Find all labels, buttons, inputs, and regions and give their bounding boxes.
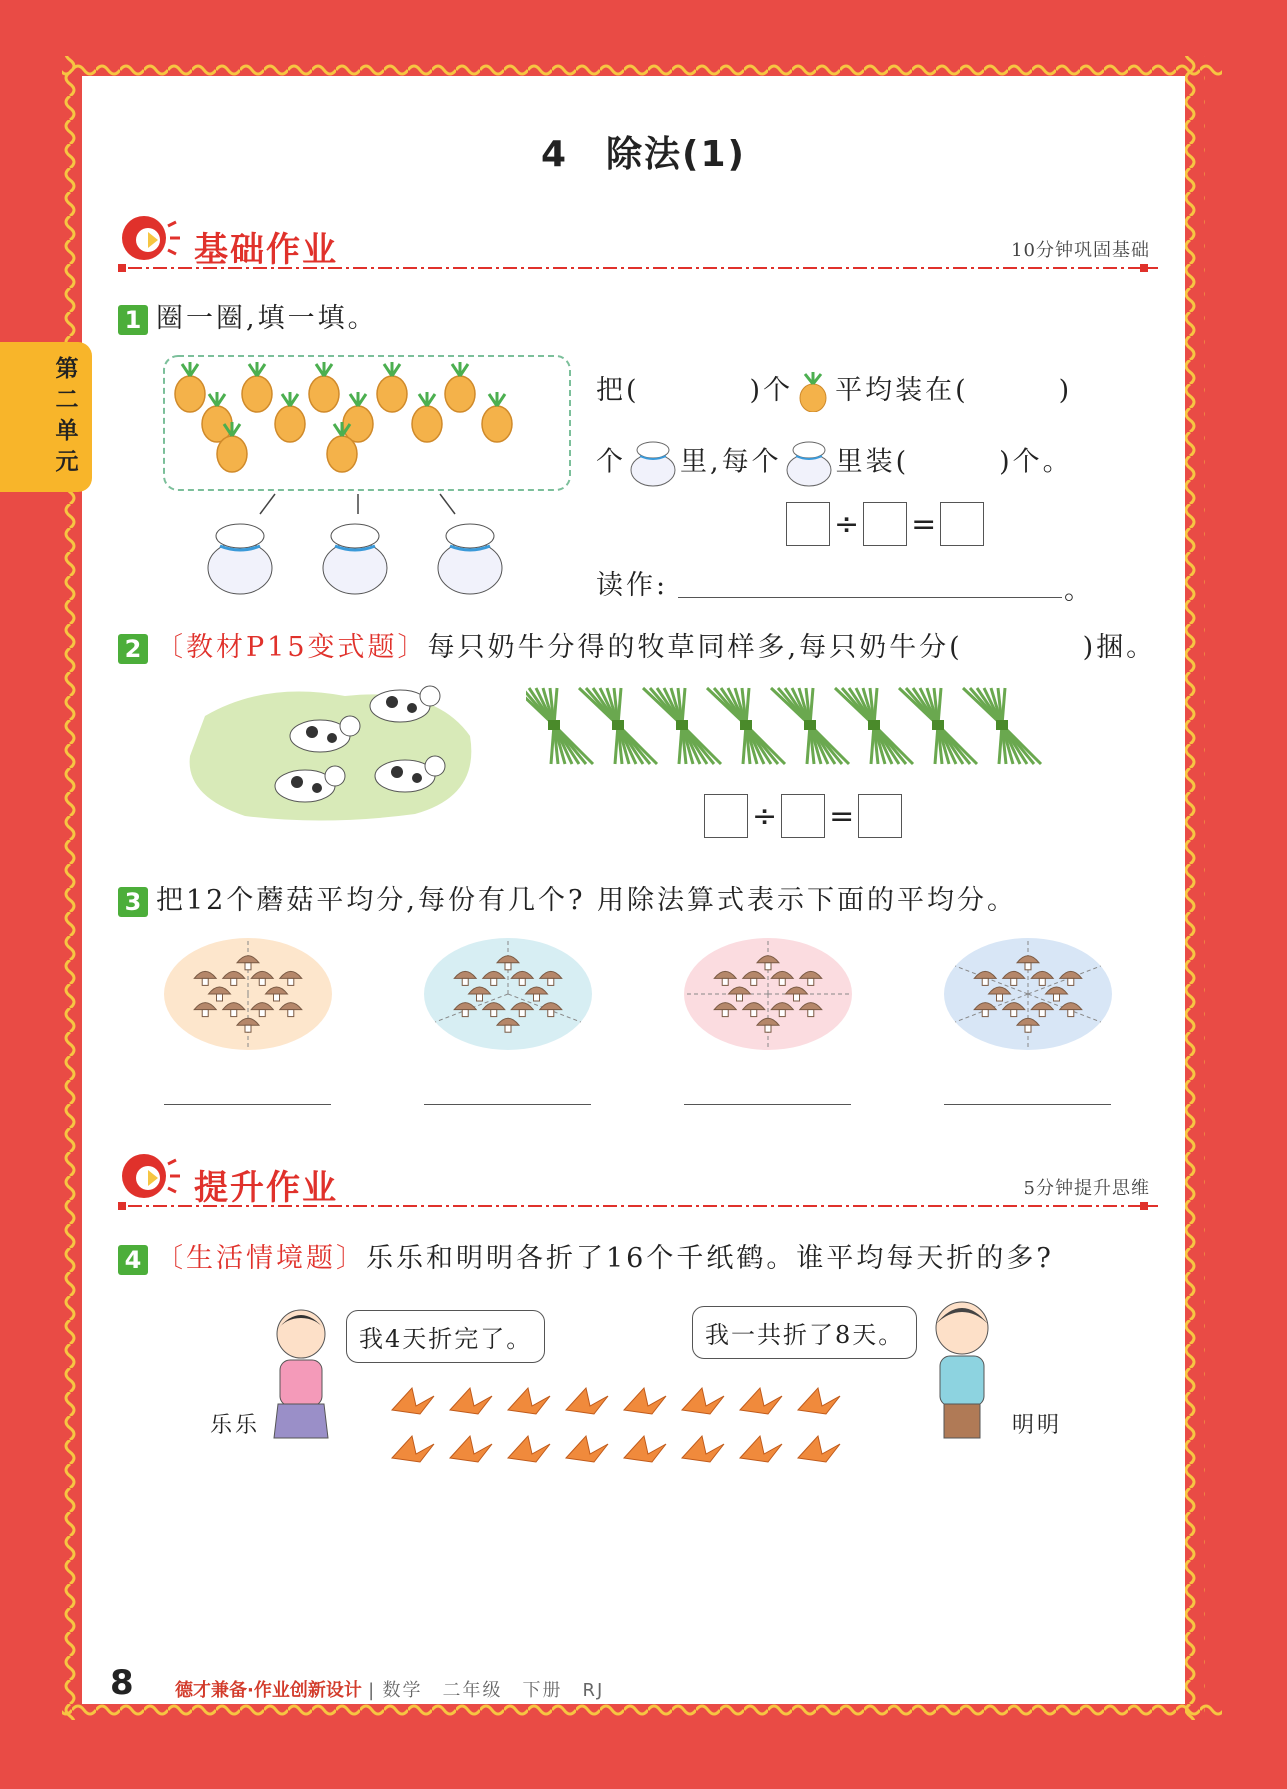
- answer-box[interactable]: [786, 502, 830, 546]
- pineapple-icon: [309, 362, 339, 412]
- grass-bundle-icon: [835, 688, 913, 764]
- bag-icon: [438, 524, 502, 594]
- answer-line[interactable]: [944, 1104, 1111, 1105]
- q2-equation: ÷ =: [704, 794, 902, 838]
- pineapple-icon: [175, 362, 205, 412]
- bags: [200, 520, 540, 600]
- section-advanced-subtitle: 5分钟提升思维: [1023, 1178, 1150, 1199]
- speech-bubble-lele: 我4天折完了。: [346, 1310, 545, 1363]
- question-2: [118, 625, 1156, 664]
- bag-icon: [782, 438, 836, 488]
- question-tag: 〔教材P15变式题〕: [156, 632, 428, 663]
- paper-crane-icon: [392, 1388, 434, 1414]
- pineapple-icon: [343, 392, 373, 442]
- paper-crane-icon: [740, 1436, 782, 1462]
- paper-crane-icon: [392, 1436, 434, 1462]
- q1-line2: 个 里,每个 里装( )个。: [596, 438, 1073, 488]
- bag-icon: [626, 438, 680, 488]
- paper-crane-icon: [566, 1388, 608, 1414]
- pineapple-icon: [412, 392, 442, 442]
- section-advanced-header: [118, 1150, 1158, 1210]
- question-number: 2: [118, 634, 148, 664]
- question-1: [118, 296, 378, 335]
- mushroom-plates: [160, 936, 1120, 1056]
- pineapple-icon: [793, 372, 835, 412]
- lightbulb-icon: [118, 212, 184, 264]
- pineapple-icon: [242, 362, 272, 412]
- unit-side-tab-label: 第二单元: [55, 356, 79, 475]
- pineapple-icon: [445, 362, 475, 412]
- answer-line[interactable]: [684, 1104, 851, 1105]
- name-label-mingming: 明明: [1012, 1413, 1063, 1438]
- bag-icon: [323, 524, 387, 594]
- paper-crane-icon: [624, 1436, 666, 1462]
- girl-lele-figure: [256, 1304, 346, 1444]
- grass-bundle-icon: [526, 688, 593, 764]
- paper-crane-icon: [624, 1388, 666, 1414]
- answer-box[interactable]: [940, 502, 984, 546]
- answer-box[interactable]: [858, 794, 902, 838]
- cows-meadow: [185, 676, 480, 826]
- footer-series: 德才兼备·作业创新设计 | 数学 二年级 下册 RJ: [175, 1680, 605, 1701]
- page-title: 4 除法(1): [540, 134, 746, 175]
- question-4: [118, 1236, 1054, 1275]
- speech-bubble-mingming: 我一共折了8天。: [692, 1306, 917, 1359]
- question-number: 3: [118, 887, 148, 917]
- arrows: [250, 490, 470, 520]
- pineapple-icon: [275, 392, 305, 442]
- q1-read-end: 。: [1064, 575, 1094, 606]
- paper-crane-icon: [798, 1436, 840, 1462]
- paper-crane-icon: [450, 1436, 492, 1462]
- answer-box[interactable]: [704, 794, 748, 838]
- read-as-answer-line[interactable]: [678, 597, 1062, 598]
- answer-box[interactable]: [781, 794, 825, 838]
- pineapple-group: [162, 354, 572, 494]
- section-basic-header: [118, 212, 1158, 272]
- section-rule: [118, 1202, 1158, 1212]
- pineapple-icon: [482, 392, 512, 442]
- q1-equation: ÷ =: [786, 502, 984, 546]
- lightbulb-icon: [118, 1150, 184, 1202]
- grass-bundle-icon: [579, 688, 657, 764]
- paper-crane-icon: [508, 1388, 550, 1414]
- section-rule: [118, 264, 1158, 274]
- question-3: [118, 878, 1017, 917]
- question-tag: 〔生活情境题〕: [156, 1243, 366, 1274]
- section-advanced-title: 提升作业: [194, 1168, 338, 1208]
- grass-bundle-icon: [707, 688, 785, 764]
- answer-box[interactable]: [863, 502, 907, 546]
- bag-icon: [208, 524, 272, 594]
- paper-crane-icon: [566, 1436, 608, 1462]
- question-text: 把12个蘑菇平均分,每份有几个? 用除法算式表示下面的平均分。: [156, 885, 1017, 916]
- paper-crane-icon: [682, 1436, 724, 1462]
- mushroom-plate: [424, 938, 592, 1050]
- question-text: 圈一圈,填一填。: [156, 303, 378, 334]
- paper-crane-icon: [682, 1388, 724, 1414]
- question-number: 4: [118, 1245, 148, 1275]
- grass-bundle-icon: [771, 688, 849, 764]
- answer-line[interactable]: [164, 1104, 331, 1105]
- grass-bundle-icon: [963, 688, 1041, 764]
- name-label-lele: 乐乐: [210, 1413, 261, 1438]
- mushroom-plate: [944, 938, 1112, 1050]
- paper-crane-icon: [508, 1436, 550, 1462]
- mushroom-plate: [164, 938, 332, 1050]
- q1-read-as: 读作:: [596, 570, 669, 601]
- question-text: 每只奶牛分得的牧草同样多,每只奶牛分( )捆。: [427, 632, 1157, 663]
- section-basic-subtitle: 10分钟巩固基础: [1011, 240, 1150, 261]
- pineapple-icon: [377, 362, 407, 412]
- paper-crane-icon: [740, 1388, 782, 1414]
- grass-bundle-icon: [899, 688, 977, 764]
- paper-crane-icon: [450, 1388, 492, 1414]
- answer-line[interactable]: [424, 1104, 591, 1105]
- question-text: 乐乐和明明各折了16个千纸鹤。谁平均每天折的多?: [366, 1243, 1054, 1274]
- page-number: 8: [110, 1663, 134, 1703]
- grass-bundles: [526, 680, 1066, 770]
- paper-cranes: [390, 1372, 860, 1482]
- section-basic-title: 基础作业: [194, 230, 338, 270]
- question-number: 1: [118, 305, 148, 335]
- boy-mingming-figure: [910, 1296, 1010, 1446]
- mushroom-plate: [684, 938, 852, 1050]
- pineapple-icon: [202, 392, 232, 442]
- grass-bundle-icon: [643, 688, 721, 764]
- unit-side-tab: [0, 342, 92, 492]
- q1-line1: 把( )个 平均装在( ): [596, 368, 1072, 412]
- paper-crane-icon: [798, 1388, 840, 1414]
